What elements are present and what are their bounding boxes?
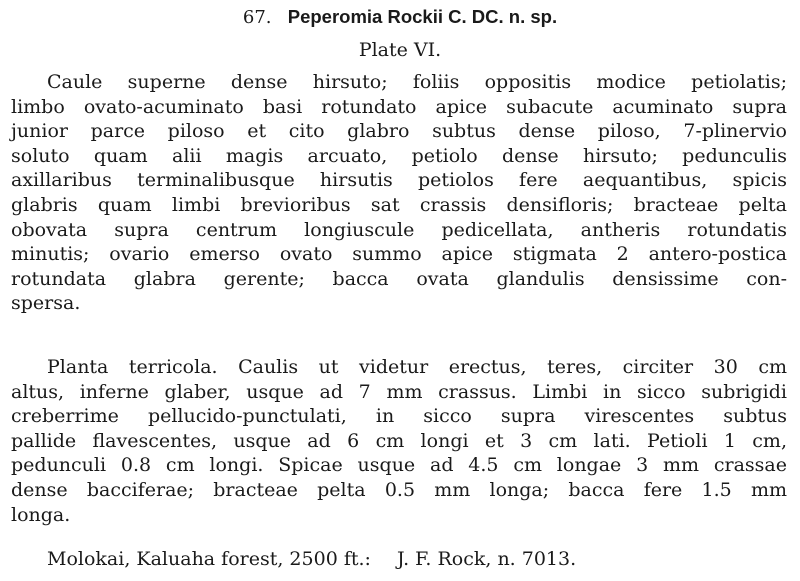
species-heading — [0, 4, 800, 31]
description-line: axillaribus terminalibusque hirsutis petiolos fere aequantibus, spicis — [11, 169, 787, 192]
habitat-line: pedunculi 0.8 cm longi. Spicae usque ad 4.5 cm longae 3 mm crassae — [11, 454, 787, 477]
description-line: Caule superne dense hirsuto; foliis oppositis modice petiolatis; — [47, 71, 787, 93]
description-line: junior parce piloso et cito glabro subtus dense piloso, 7-plinervio — [11, 120, 787, 143]
locality-place: Molokai, Kaluaha forest, 2500 ft.: — [47, 548, 371, 570]
locality-collector: J. F. Rock, n. 7013. — [396, 548, 577, 570]
habitat-line: altus, inferne glaber, usque ad 7 mm crassus. Limbi in sicco subrigidi — [11, 380, 787, 403]
description-line: limbo ovato-acuminato basi rotundato apice subacute acuminato supra — [11, 95, 787, 118]
locality-line — [47, 547, 576, 571]
description-line: spersa. — [11, 292, 81, 315]
plate-reference — [0, 37, 800, 63]
species-number: 67. — [242, 7, 272, 28]
habitat-paragraph — [11, 355, 787, 527]
species-name: Peperomia Rockii C. DC. n. sp. — [287, 6, 558, 27]
description-line: rotundata glabra gerente; bacca ovata glandulis densissime con- — [11, 267, 787, 290]
description-line: obovata supra centrum longiuscule pedicellata, antheris rotundatis — [11, 218, 787, 241]
plate-label: Plate VI. — [358, 39, 442, 61]
description-line: minutis; ovario emerso ovato summo apice stigmata 2 antero-postica — [11, 243, 787, 266]
description-paragraph — [11, 70, 787, 316]
habitat-line: dense bacciferae; bracteae pelta 0.5 mm longa; bacca fere 1.5 mm — [11, 478, 787, 501]
habitat-line: Planta terricola. Caulis ut videtur erectus, teres, circiter 30 cm — [47, 356, 787, 378]
habitat-line: longa. — [11, 503, 71, 526]
habitat-line: creberrime pellucido-punctulati, in sicco supra virescentes subtus — [11, 405, 787, 428]
habitat-line: pallide flavescentes, usque ad 6 cm longi et 3 cm lati. Petioli 1 cm, — [11, 429, 787, 452]
description-line: soluto quam alii magis arcuato, petiolo dense hirsuto; pedunculis — [11, 144, 787, 167]
description-line: glabris quam limbi brevioribus sat crassis densifloris; bracteae pelta — [11, 193, 787, 216]
